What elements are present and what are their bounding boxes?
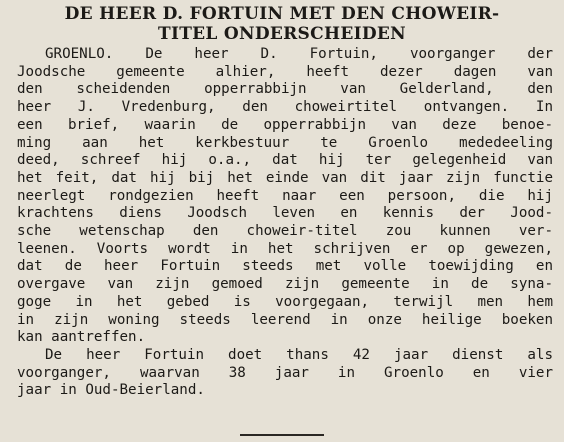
body-line: De heer Fortuin doet thans 42 jaar dienst als [45, 346, 553, 363]
body-line: dat de heer Fortuin steeds met volle toewijding en [17, 258, 553, 275]
headline-line-2: TITEL ONDERSCHEIDEN [158, 24, 406, 44]
body-line: ming aan het kerkbestuur te Groenlo mededeeling [17, 134, 553, 151]
article-body [17, 46, 553, 400]
body-line: heer J. Vredenburg, den choweirtitel ontvangen. In [17, 99, 553, 116]
body-line: voorganger, waarvan 38 jaar in Groenlo en vier [17, 364, 553, 381]
paragraph-1 [17, 46, 553, 347]
body-line: sche wetenschap den choweir-titel zou kunnen ver- [17, 223, 553, 240]
body-line: neerlegt rondgezien heeft naar een persoon, die hij [17, 187, 553, 204]
body-line: goge in het gebed is voorgegaan, terwijl men hem [17, 293, 553, 310]
body-line: kan aantreffen. [17, 329, 146, 346]
body-line: den scheidenden opperrabbijn van Gelderland, den [17, 81, 553, 98]
body-line: jaar in Oud-Beierland. [17, 382, 205, 399]
body-line: Joodsche gemeente alhier, heeft dezer dagen van [17, 63, 553, 80]
body-line: GROENLO. De heer D. Fortuin, voorganger der [45, 46, 553, 62]
separator-rule [240, 434, 324, 436]
body-line: overgave van zijn gemoed zijn gemeente in de syna- [17, 276, 553, 293]
paragraph-2 [17, 347, 553, 400]
body-line: krachtens diens Joodsch leven en kennis der Jood- [17, 205, 553, 222]
body-line: leenen. Voorts wordt in het schrijven er op gewezen, [17, 240, 553, 257]
headline-line-1: DE HEER D. FORTUIN MET DEN CHOWEIR- [64, 4, 500, 24]
body-line: het feit, dat hij bij het einde van dit jaar zijn functie [17, 169, 553, 186]
body-line: een brief, waarin de opperrabbijn van deze benoe- [17, 116, 553, 133]
body-line: in zijn woning steeds leerend in onze heilige boeken [17, 311, 553, 328]
body-line: deed, schreef hij o.a., dat hij ter gelegenheid van [17, 152, 553, 169]
